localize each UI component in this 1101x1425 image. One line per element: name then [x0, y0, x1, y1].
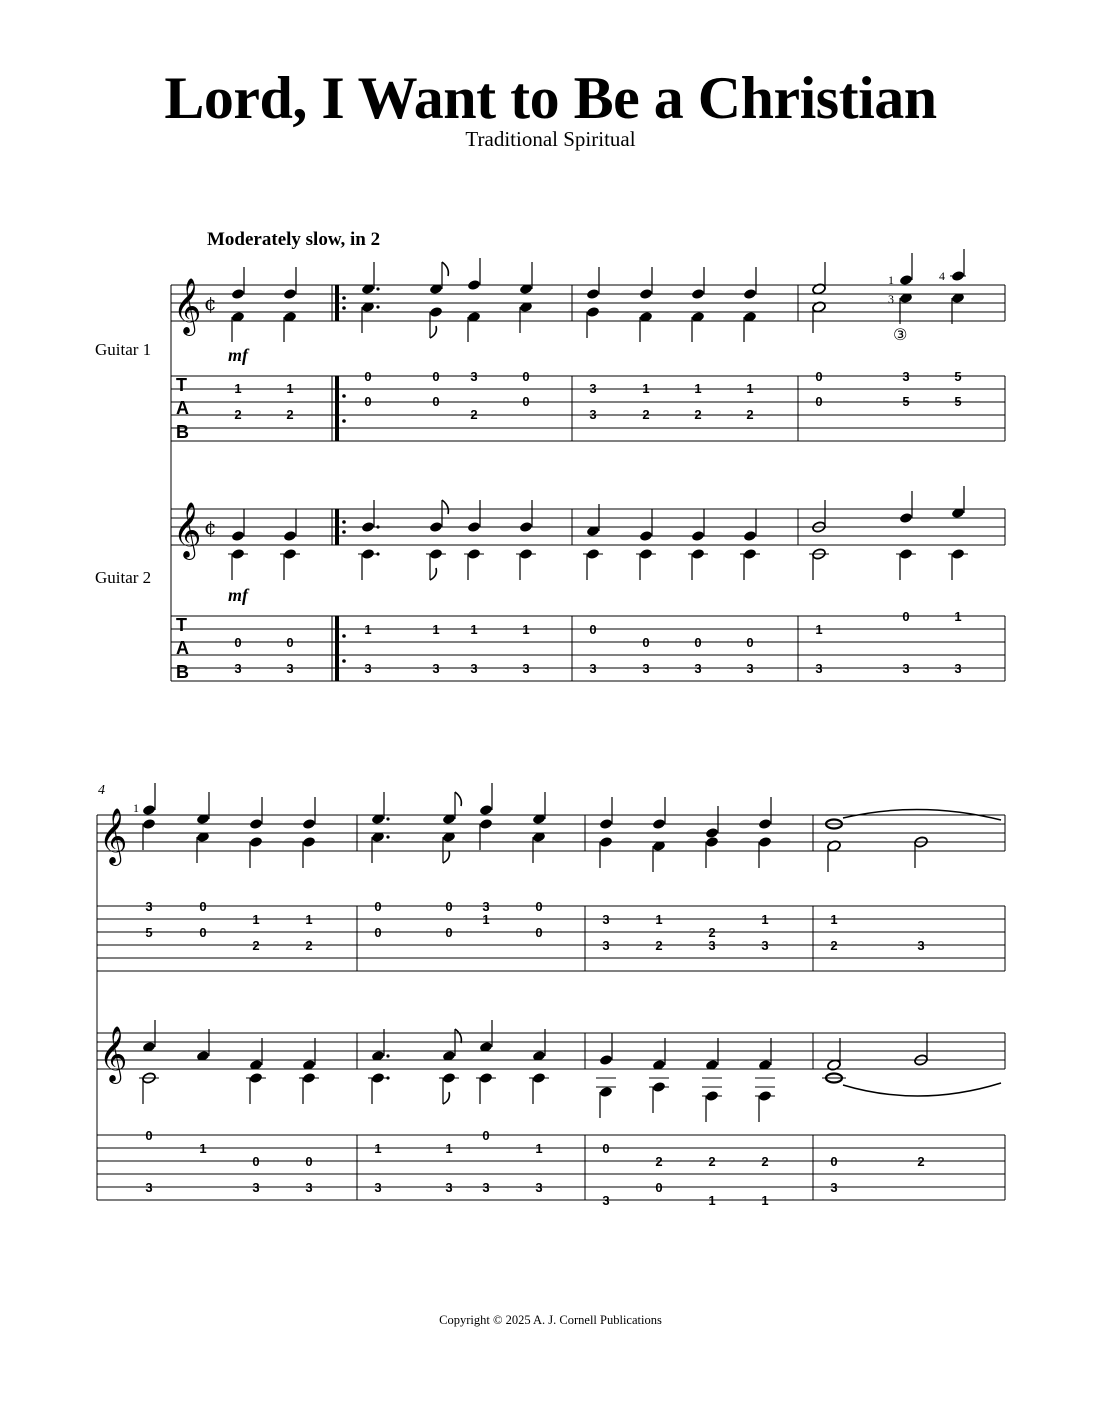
- tab-fret-number: 1: [234, 381, 242, 396]
- tab-fret-number: 3: [589, 661, 597, 676]
- svg-text:T: T: [176, 615, 187, 635]
- tab-fret-number: 3: [761, 938, 769, 953]
- tab-fret-number: 5: [145, 925, 153, 940]
- tab-fret-number: 0: [902, 609, 910, 624]
- svg-text:A: A: [176, 398, 189, 418]
- tab-fret-number: 0: [815, 369, 823, 384]
- tab-fret-number: 0: [234, 635, 242, 650]
- score-subtitle: Traditional Spiritual: [465, 127, 636, 151]
- staff-guitar-1: [97, 815, 1005, 851]
- tab-fret-number: 2: [286, 407, 294, 422]
- tab-fret-number: 1: [746, 381, 754, 396]
- tab-fret-number: 2: [655, 1154, 663, 1169]
- tab-fret-number: 0: [305, 1154, 313, 1169]
- notes-guitar-1-system-2: [142, 783, 1001, 872]
- tab-fret-number: 0: [252, 1154, 260, 1169]
- tab-fret-number: 1: [252, 912, 260, 927]
- tab-fret-number: 1: [374, 1141, 382, 1156]
- tab-fret-number: 0: [694, 635, 702, 650]
- tab-fret-number: 3: [902, 661, 910, 676]
- tab-fret-number: 1: [830, 912, 838, 927]
- tab-staff-guitar-2: [171, 616, 1005, 681]
- tab-fret-number: 1: [522, 622, 530, 637]
- tab-fret-number: 3: [589, 381, 597, 396]
- tab-fret-number: 3: [589, 407, 597, 422]
- notes-guitar-1-system-1: [231, 249, 966, 342]
- svg-text:T: T: [176, 375, 187, 395]
- tab-fret-number: 3: [917, 938, 925, 953]
- tab-fret-number: 2: [305, 938, 313, 953]
- staff-guitar-2: [97, 1033, 1005, 1069]
- tab-fret-number: 1: [445, 1141, 453, 1156]
- treble-clef: 𝄞: [173, 502, 202, 558]
- tab-fret-number: 0: [145, 1128, 153, 1143]
- treble-clef: 𝄞: [173, 278, 202, 334]
- tab-fret-number: 2: [708, 925, 716, 940]
- tab-fret-number: 3: [708, 938, 716, 953]
- tab-fret-number: 3: [445, 1180, 453, 1195]
- tab-fret-number: 0: [482, 1128, 490, 1143]
- tab-fret-number: 0: [286, 635, 294, 650]
- tab-fret-number: 1: [761, 912, 769, 927]
- tab-fret-number: 3: [642, 661, 650, 676]
- tab-fret-number: 3: [432, 661, 440, 676]
- tab-fret-number: 3: [602, 1193, 610, 1208]
- tab-fret-number: 3: [470, 661, 478, 676]
- tab-fret-number: 0: [432, 369, 440, 384]
- svg-text:B: B: [176, 662, 189, 682]
- tab-fret-number: 3: [522, 661, 530, 676]
- tab-fret-number: 3: [482, 1180, 490, 1195]
- tab-fret-number: 2: [708, 1154, 716, 1169]
- tab-fret-number: 0: [746, 635, 754, 650]
- tab-fret-number: 3: [252, 1180, 260, 1195]
- tab-fret-number: 1: [761, 1193, 769, 1208]
- tab-fret-number: 0: [602, 1141, 610, 1156]
- tab-fret-number: 3: [470, 369, 478, 384]
- fingering: 4: [939, 269, 945, 283]
- tab-fret-number: 1: [482, 912, 490, 927]
- fingering: 3: [888, 292, 894, 306]
- tab-fret-number: 0: [642, 635, 650, 650]
- cut-time-signature: ¢: [204, 515, 217, 539]
- score-title: Lord, I Want to Be a Christian: [164, 65, 937, 131]
- notes-guitar-2-system-2: [139, 1020, 1001, 1122]
- measure-number: 4: [98, 783, 105, 798]
- tab-clef: [176, 615, 189, 682]
- tab-fret-number: 0: [589, 622, 597, 637]
- tab-fret-number: 0: [432, 394, 440, 409]
- tab-fret-number: 0: [364, 394, 372, 409]
- system-2: [97, 783, 1005, 1208]
- tab-numbers-guitar-2: [145, 1128, 924, 1208]
- fingering: 1: [888, 273, 894, 287]
- tab-fret-number: 1: [954, 609, 962, 624]
- tab-fret-number: 1: [286, 381, 294, 396]
- tab-fret-number: 3: [145, 899, 153, 914]
- instrument-label-guitar-1: Guitar 1: [95, 340, 152, 359]
- tab-fret-number: 1: [655, 912, 663, 927]
- tab-fret-number: 1: [199, 1141, 207, 1156]
- tab-fret-number: 2: [694, 407, 702, 422]
- tab-fret-number: 0: [374, 899, 382, 914]
- tab-fret-number: 1: [815, 622, 823, 637]
- tab-staff-guitar-1: [171, 376, 1005, 441]
- tab-fret-number: 2: [655, 938, 663, 953]
- tab-fret-number: 2: [642, 407, 650, 422]
- tab-fret-number: 0: [374, 925, 382, 940]
- tab-fret-number: 0: [522, 369, 530, 384]
- dynamic-marking: mf: [228, 585, 248, 605]
- system-1: [171, 249, 1005, 682]
- tab-fret-number: 3: [286, 661, 294, 676]
- tab-fret-number: 0: [445, 899, 453, 914]
- tab-fret-number: 0: [199, 925, 207, 940]
- tab-fret-number: 2: [470, 407, 478, 422]
- tab-fret-number: 1: [642, 381, 650, 396]
- tab-fret-number: 0: [522, 394, 530, 409]
- tab-fret-number: 3: [234, 661, 242, 676]
- tab-fret-number: 3: [602, 912, 610, 927]
- tab-fret-number: 2: [252, 938, 260, 953]
- tab-fret-number: 2: [917, 1154, 925, 1169]
- tab-fret-number: 1: [708, 1193, 716, 1208]
- tab-fret-number: 3: [145, 1180, 153, 1195]
- tab-fret-number: 3: [305, 1180, 313, 1195]
- tab-fret-number: 1: [364, 622, 372, 637]
- tab-fret-number: 3: [815, 661, 823, 676]
- tab-fret-number: 0: [830, 1154, 838, 1169]
- tab-fret-number: 3: [902, 369, 910, 384]
- tab-fret-number: 3: [364, 661, 372, 676]
- tab-fret-number: 1: [432, 622, 440, 637]
- tab-fret-number: 3: [535, 1180, 543, 1195]
- treble-clef: 𝄞: [99, 1026, 128, 1082]
- tab-fret-number: 3: [746, 661, 754, 676]
- tab-fret-number: 0: [445, 925, 453, 940]
- tab-fret-number: 1: [470, 622, 478, 637]
- tab-fret-number: 0: [815, 394, 823, 409]
- tab-fret-number: 5: [954, 369, 962, 384]
- tab-fret-number: 2: [746, 407, 754, 422]
- tab-fret-number: 3: [694, 661, 702, 676]
- tab-fret-number: 2: [761, 1154, 769, 1169]
- tab-fret-number: 3: [954, 661, 962, 676]
- string-indicator: ③: [893, 325, 908, 344]
- tab-fret-number: 5: [954, 394, 962, 409]
- tab-fret-number: 1: [694, 381, 702, 396]
- tab-staff-guitar-1: [97, 906, 1005, 971]
- tab-fret-number: 0: [364, 369, 372, 384]
- tempo-marking: Moderately slow, in 2: [207, 229, 381, 250]
- tab-fret-number: 2: [830, 938, 838, 953]
- treble-clef: 𝄞: [99, 808, 128, 864]
- tab-fret-number: 0: [535, 899, 543, 914]
- copyright-notice: Copyright © 2025 A. J. Cornell Publications: [439, 1313, 662, 1327]
- tab-fret-number: 2: [234, 407, 242, 422]
- svg-text:A: A: [176, 638, 189, 658]
- instrument-label-guitar-2: Guitar 2: [95, 568, 152, 587]
- tab-fret-number: 3: [830, 1180, 838, 1195]
- cut-time-signature: ¢: [204, 291, 217, 315]
- tab-fret-number: 5: [902, 394, 910, 409]
- tab-fret-number: 0: [535, 925, 543, 940]
- tab-fret-number: 3: [374, 1180, 382, 1195]
- tab-fret-number: 1: [305, 912, 313, 927]
- tab-fret-number: 0: [199, 899, 207, 914]
- tab-fret-number: 1: [535, 1141, 543, 1156]
- tab-clef: [176, 375, 189, 442]
- tab-fret-number: 3: [602, 938, 610, 953]
- fingering: 1: [133, 801, 139, 815]
- svg-text:B: B: [176, 422, 189, 442]
- tab-fret-number: 3: [482, 899, 490, 914]
- dynamic-marking: mf: [228, 345, 248, 365]
- tab-fret-number: 0: [655, 1180, 663, 1195]
- tab-staff-guitar-2: [97, 1135, 1005, 1200]
